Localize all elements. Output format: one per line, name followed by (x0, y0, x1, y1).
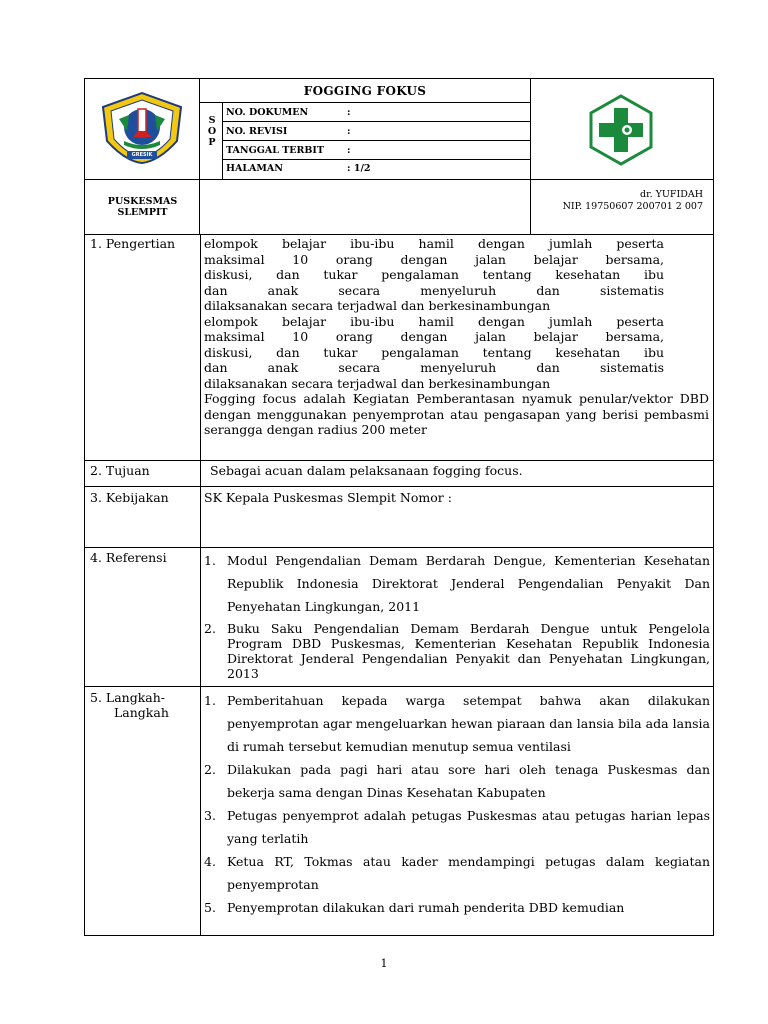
list-item: 2. Dilakukan pada pagi hari atau sore hari oleh tenaga Puskesmas dan bekerja sama dengan Dinas Kesehatan Kabupaten (204, 762, 710, 800)
list-item: 1. Pemberitahuan kepada warga setempat bahwa akan dilakukan penyemprotan agar mengeluarkan hewan piaraan dan lansia bila ada lansia di rumah tersebut kemudian menutup semua ventilasi (204, 693, 710, 754)
body-column-divider (200, 234, 201, 935)
tanggal-terbit-label: TANGGAL TERBIT (226, 145, 324, 156)
no-revisi-label: NO. REVISI (226, 126, 288, 137)
no-dokumen-label: NO. DOKUMEN (226, 107, 309, 118)
halaman-value: : 1/2 (347, 163, 371, 174)
tujuan-text: Sebagai acuan dalam pelaksanaan fogging focus. (210, 463, 523, 478)
signatory-block (563, 189, 703, 213)
pengertian-label: 1. Pengertian (90, 236, 176, 251)
kebijakan-label: 3. Kebijakan (90, 490, 169, 505)
tanggal-terbit-colon: : (347, 145, 351, 156)
list-item: 2. Buku Saku Pengendalian Demam Berdarah Dengue untuk Pengelola Program DBD Puskesmas, Kementerian Kesehatan Republik Indonesia Direktorat Jenderal Pengendalian Penyakit dan Penyehatan Lingkungan, 2013 (204, 621, 710, 681)
header-table (84, 78, 714, 235)
list-item: 3. Petugas penyemprot adalah petugas Puskesmas atau petugas harian lepas yang terlatih (204, 808, 710, 846)
list-item: 4. Ketua RT, Tokmas atau kader mendampingi petugas dalam kegiatan penyemprotan (204, 854, 710, 892)
halaman-label: HALAMAN (226, 163, 283, 174)
langkah-list (202, 689, 710, 919)
referensi-list (202, 549, 710, 681)
sop-body-table (84, 234, 714, 936)
list-item: 5. Penyemprotan dilakukan dari rumah penderita DBD kemudian (204, 900, 625, 915)
signatory-name: dr. YUFIDAH (639, 189, 703, 200)
crest-caption: GRESIK (131, 152, 153, 158)
no-revisi-colon: : (347, 126, 351, 137)
referensi-label: 4. Referensi (90, 550, 167, 565)
document-title: FOGGING FOKUS (303, 84, 427, 98)
header-divider-bottom (85, 179, 713, 180)
pengertian-lines: elompok belajar ibu-ibu hamil dengan jumlah peserta maksimal 10 orang dengan jalan belajar bersama, diskusi, dan tukar pengalaman tentang kesehatan ibu dan anak secara menyeluruh dan sistematis dilaksanakan secara terjadwal dan berkesinambungan elompok belajar ibu-ibu hamil dengan jumlah peserta maksimal 10 orang dengan jalan belajar bersama, diskusi, dan tukar pengalaman tentang kesehatan ibu dan anak secara menyeluruh dan sistematis dilaksanakan secara terjadwal dan berkesinambungan (204, 236, 664, 391)
kebijakan-text: SK Kepala Puskesmas Slempit Nomor : (204, 490, 452, 505)
no-dokumen-colon: : (347, 107, 351, 118)
signatory-nip: NIP. 19750607 200701 2 007 (562, 201, 703, 212)
tujuan-label: 2. Tujuan (90, 463, 150, 478)
langkah-label: 5. Langkah- Langkah (90, 690, 169, 720)
page-number: 1 (380, 957, 388, 970)
puskesmas-logo (585, 94, 657, 166)
pengertian-definition: Fogging focus adalah Kegiatan Pemberantasan nyamuk penular/vektor DBD dengan menggunakan penyemprotan atau pengasapan yang berisi pembasmi serangga dengan radius 200 meter (204, 391, 709, 437)
institution-name: PUSKESMAS SLEMPIT (107, 196, 178, 218)
list-item: 1. Modul Pengendalian Demam Berdarah Dengue, Kementerian Kesehatan Republik Indonesia Direktorat Jenderal Pengendalian Penyakit Dan Penyehatan Lingkungan, 2011 (204, 553, 710, 614)
header-divider-right (530, 79, 531, 234)
sop-vertical-label: S O P (207, 115, 217, 148)
gresik-crest-logo (99, 91, 185, 165)
